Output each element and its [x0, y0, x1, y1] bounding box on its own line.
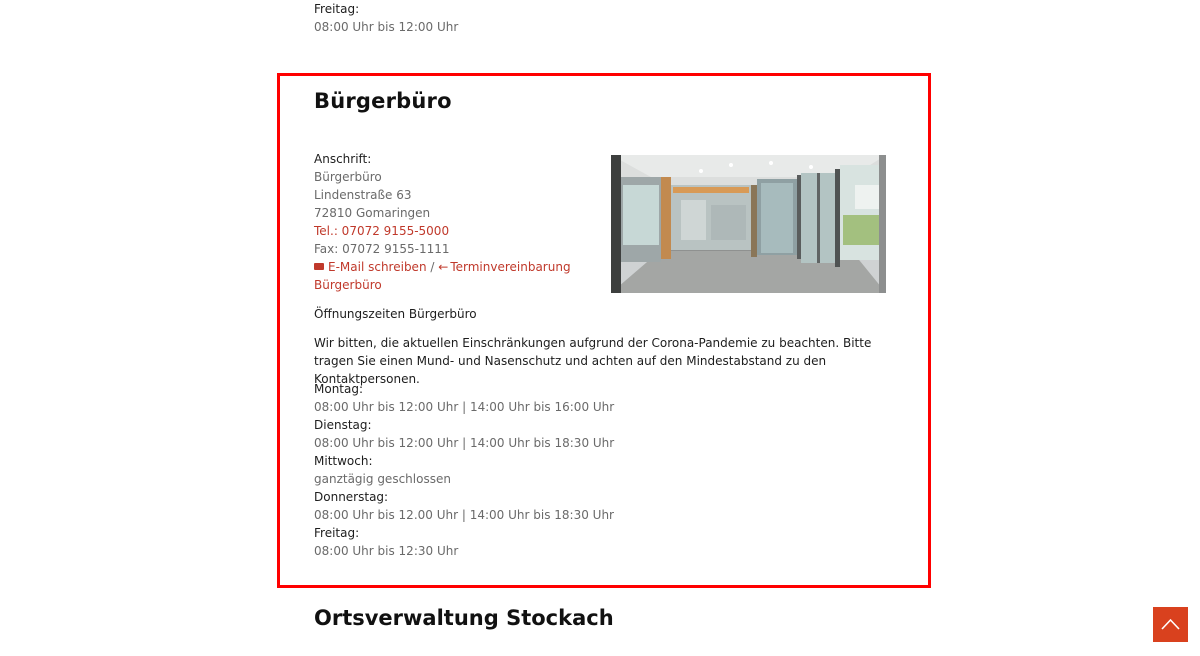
contact-links [314, 258, 574, 294]
schedule-hours: 08:00 Uhr bis 12:00 Uhr | 14:00 Uhr bis 18:30 Uhr [314, 436, 615, 450]
fax-number: Fax: 07072 9155-1111 [314, 242, 450, 256]
schedule-hours: 08:00 Uhr bis 12.00 Uhr | 14:00 Uhr bis 18:30 Uhr [314, 508, 614, 522]
address-city: 72810 Gomaringen [314, 206, 431, 220]
scroll-to-top-button[interactable] [1153, 607, 1188, 642]
previous-day-label: Freitag: [314, 2, 360, 16]
arrow-left-icon: ← [438, 260, 449, 274]
previous-section-fragment [314, 0, 614, 36]
schedule-hours: 08:00 Uhr bis 12:00 Uhr | 14:00 Uhr bis 16:00 Uhr [314, 400, 615, 414]
schedule-hours: 08:00 Uhr bis 12:30 Uhr [314, 544, 459, 558]
section-title-ortsverwaltung-stockach: Ortsverwaltung Stockach [314, 606, 614, 630]
schedule-hours: ganztägig geschlossen [314, 472, 451, 486]
schedule-day: Montag: [314, 382, 364, 396]
phone-link[interactable]: Tel.: 07072 9155-5000 [314, 224, 450, 238]
previous-day-hours: 08:00 Uhr bis 12:00 Uhr [314, 20, 459, 34]
office-entrance-photo [611, 155, 886, 293]
chevron-up-icon [1153, 607, 1188, 642]
address-block [314, 150, 574, 294]
schedule-day: Dienstag: [314, 418, 372, 432]
address-label: Anschrift: [314, 152, 372, 166]
opening-hours-title: Öffnungszeiten Bürgerbüro [314, 307, 477, 321]
schedule-day: Mittwoch: [314, 454, 373, 468]
schedule-day: Freitag: [314, 526, 360, 540]
section-title-buergerbuero: Bürgerbüro [314, 89, 452, 113]
corona-notice: Wir bitten, die aktuellen Einschränkungen aufgrund der Corona-Pandemie zu beachten. Bitte tragen Sie einen Mund- und Nasenschutz und achten auf den Mindestabstand zu den Kontaktpersonen. [314, 336, 872, 386]
address-name: Bürgerbüro [314, 170, 382, 184]
schedule-day: Donnerstag: [314, 490, 389, 504]
appointment-link[interactable]: Terminvereinbarung Bürgerbüro [314, 260, 571, 292]
address-street: Lindenstraße 63 [314, 188, 412, 202]
email-link[interactable]: E-Mail schreiben [328, 260, 427, 274]
opening-hours-schedule [314, 380, 614, 560]
link-separator: / [430, 260, 435, 274]
office-photo-illustration [611, 155, 886, 293]
mail-icon [314, 263, 324, 270]
